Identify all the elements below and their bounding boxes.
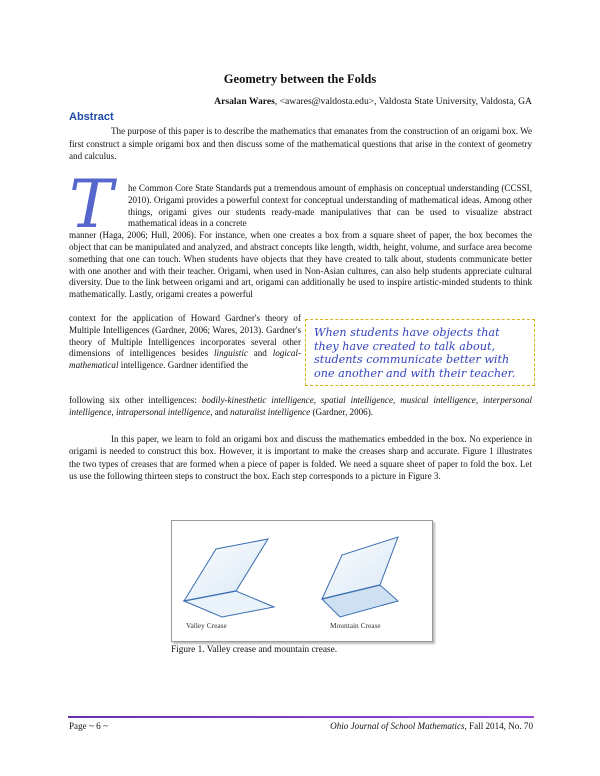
journal-name: Ohio Journal of School Mathematics — [330, 721, 465, 731]
intel-musical: musical intelligence — [400, 395, 476, 405]
left-column-text: context for the application of Howard Gardner's theory of Multiple Intelligences (Gardner, 2006; Wares, 2013). Gardner's theory of Multiple Intelligences incorporates several other dimensions of intelligences besides — [69, 313, 301, 359]
intro-paragraph — [69, 183, 532, 301]
figure-caption: Figure 1. Valley crease and mountain crease. — [171, 645, 338, 655]
intel-and: , and — [210, 406, 228, 417]
page-number: Page ~ 6 ~ — [69, 721, 108, 731]
figure-1 — [171, 520, 433, 642]
intro-left-column — [69, 313, 301, 372]
left-column-end: intelligence. Gardner identified the — [120, 360, 249, 371]
valley-crease-drawing — [184, 539, 274, 617]
intel-naturalist: naturalist intelligence — [230, 406, 311, 417]
abstract-heading: Abstract — [69, 111, 114, 123]
second-paragraph: In this paper, we learn to fold an origami box and discuss the mathematics embedded in the box. No experience in origami is needed to construct this box. However, it is important to make the creases sharp and accurate. Figure 1 illustrates the two types of creases that are formed when a piece of paper is folded. We need a square sheet of paper to fold the box. Let us use the following thirteen steps to construct the box. Each step corresponds to a picture in Figure 3. — [69, 434, 532, 481]
paper-title: Geometry between the Folds — [223, 72, 377, 86]
intel-bodily: bodily-kinesthetic intelligence — [201, 395, 314, 405]
italic-linguistic: linguistic — [214, 348, 248, 359]
drop-cap: T — [69, 166, 114, 243]
author-affiliation: , <awares@valdosta.edu>, Valdosta State University, Valdosta, GA — [274, 96, 532, 107]
journal-issue: , Fall 2014, No. 70 — [464, 721, 533, 731]
left-and: and — [253, 348, 267, 359]
intro-continued: manner (Haga, 2006; Hull, 2006). For instance, when one creates a box from a square sheet of paper, the box becomes the object that can be manipulated and analyzed, and abstract concepts like length, width, height, volume, and surface area become something that one can touch. When students have objects that they have created to talk about, students communicate better with one another and with their teacher. Origami, when used in Non-Asian cultures, can also help students appreciate cultural diversity. Due to the link between origami and art, origami can additionally be used to inspire artistic-minded students to think mathematically. Lastly, origami creates a powerful — [69, 230, 532, 300]
intelligences-paragraph: following six other intelligences: bodily-kinesthetic intelligence, spatial intelligence, musical intelligence, interpersonal intelligence, intrapersonal intelligence, and naturalist intelligence (Gardner, 2006). — [69, 395, 533, 417]
abstract-text: The purpose of this paper is to describe the mathematics that emanates from the construction of an origami box. We first construct a simple origami box and then discuss some of the mathematical questions that arise in the context of geometry and calculus. — [69, 126, 532, 162]
author-line — [214, 96, 532, 107]
mountain-crease-drawing — [322, 537, 398, 617]
author-name: Arsalan Wares — [214, 96, 275, 107]
journal-citation — [330, 721, 533, 731]
intel-spatial: spatial intelligence — [320, 395, 394, 405]
intel-interpersonal: interpersonal intelligence — [69, 395, 533, 417]
valley-crease-label: Valley Crease — [186, 621, 227, 630]
pull-quote: When students have objects that they have created to talk about, students communicate better with one another and with their teacher. — [305, 319, 535, 386]
footer-rule — [68, 716, 534, 718]
mountain-crease-label: Mountain Crease — [330, 621, 381, 630]
italic-logical-mathematical: logical-mathematical — [69, 348, 301, 371]
intel-intrapersonal: intrapersonal intelligence — [115, 406, 211, 417]
intel-intro: following six other intelligences: — [69, 395, 197, 405]
intro-indented-lines: he Common Core State Standards put a tremendous amount of emphasis on conceptual understanding (CCSSI, 2010). Origami provides a powerful context for conceptual understanding of mathematical ideas. Among other things, origami gives our students ready-made manipulatives that can be used to visualize abstract mathematical ideas in a concrete — [128, 183, 532, 229]
intel-citation: (Gardner, 2006). — [312, 406, 374, 417]
